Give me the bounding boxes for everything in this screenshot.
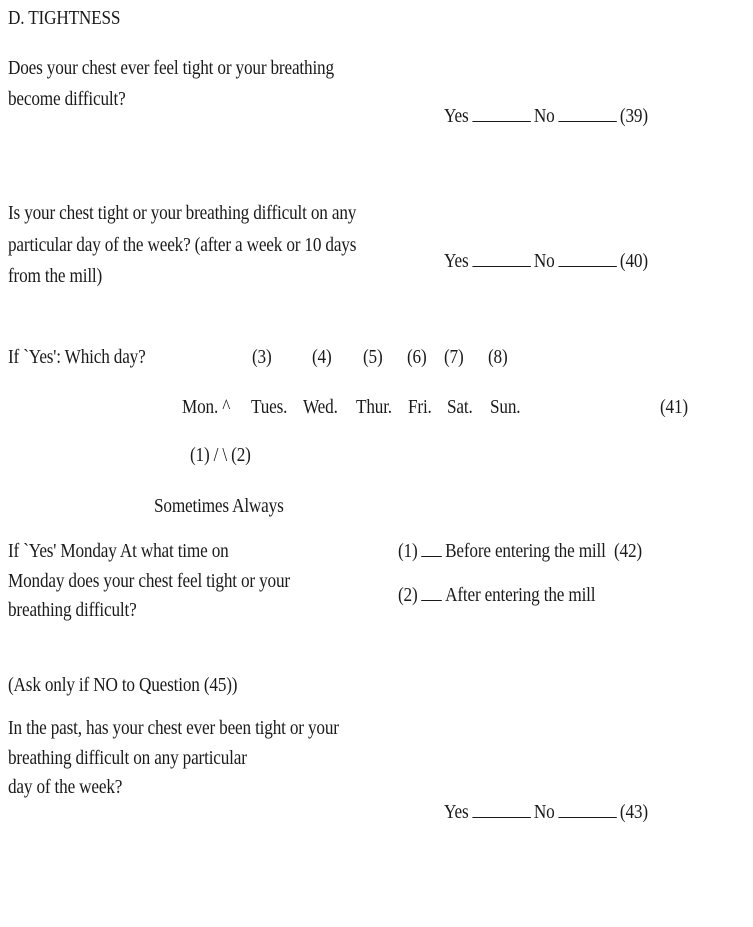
q43-line2: breathing difficult on any particular [8, 747, 247, 769]
q40-yes-blank[interactable] [472, 252, 530, 267]
q43-note: (Ask only if NO to Question (45)) [8, 674, 238, 696]
q39-code: (39) [619, 105, 648, 127]
day-wed: Wed. [303, 396, 338, 418]
q43-line3: day of the week? [8, 776, 123, 798]
day-fri: Fri. [408, 396, 432, 418]
q42-opt2-num: (2) [398, 584, 418, 606]
day-code-3: (3) [252, 346, 272, 368]
day-code-5: (5) [363, 346, 383, 368]
q43-no-label: No [533, 801, 555, 823]
day-code-8: (8) [488, 346, 508, 368]
q42-opt1-blank[interactable] [421, 542, 442, 557]
section-title: D. TIGHTNESS [8, 7, 121, 29]
q42-code: (42) [613, 540, 642, 562]
q41-prompt: If `Yes': Which day? [8, 346, 146, 368]
q42-option-2 [398, 585, 595, 605]
q42-line3: breathing difficult? [8, 599, 137, 621]
q43-code: (43) [619, 801, 648, 823]
monday-codes: (1) / \ (2) [190, 444, 251, 466]
q39-no-label: No [533, 105, 555, 127]
q42-opt2-blank[interactable] [421, 586, 442, 601]
q40-line1: Is your chest tight or your breathing difficult on any [8, 202, 357, 224]
q40-line2: particular day of the week? (after a week or 10 days [8, 234, 357, 256]
day-code-4: (4) [312, 346, 332, 368]
day-sun: Sun. [490, 396, 521, 418]
q40-no-label: No [533, 250, 555, 272]
day-tues: Tues. [251, 396, 288, 418]
q42-opt1-text: Before entering the mill [445, 540, 606, 562]
q42-opt1-num: (1) [398, 540, 418, 562]
q41-code: (41) [660, 396, 688, 418]
q40-yes-label: Yes [444, 250, 469, 272]
q40-line3: from the mill) [8, 265, 103, 287]
q39-answer-row [444, 106, 648, 126]
day-code-6: (6) [407, 346, 427, 368]
sometimes-always: Sometimes Always [154, 495, 284, 517]
q39-yes-label: Yes [444, 105, 469, 127]
q43-yes-label: Yes [444, 801, 469, 823]
q43-line1: In the past, has your chest ever been tight or your [8, 717, 339, 739]
q39-no-blank[interactable] [558, 107, 616, 122]
q39-yes-blank[interactable] [472, 107, 530, 122]
q42-opt2-text: After entering the mill [445, 584, 596, 606]
q40-no-blank[interactable] [558, 252, 616, 267]
q40-answer-row [444, 251, 648, 271]
q43-no-blank[interactable] [558, 803, 616, 818]
q42-option-1 [398, 541, 642, 561]
day-sat: Sat. [447, 396, 473, 418]
day-code-7: (7) [444, 346, 464, 368]
q42-line1: If `Yes' Monday At what time on [8, 540, 229, 562]
q43-yes-blank[interactable] [472, 803, 530, 818]
q40-code: (40) [619, 250, 648, 272]
day-mon: Mon. ^ [182, 396, 231, 418]
q39-line1: Does your chest ever feel tight or your breathing [8, 57, 334, 79]
day-thur: Thur. [356, 396, 392, 418]
q43-answer-row [444, 802, 648, 822]
q39-line2: become difficult? [8, 88, 126, 110]
q42-line2: Monday does your chest feel tight or your [8, 570, 290, 592]
